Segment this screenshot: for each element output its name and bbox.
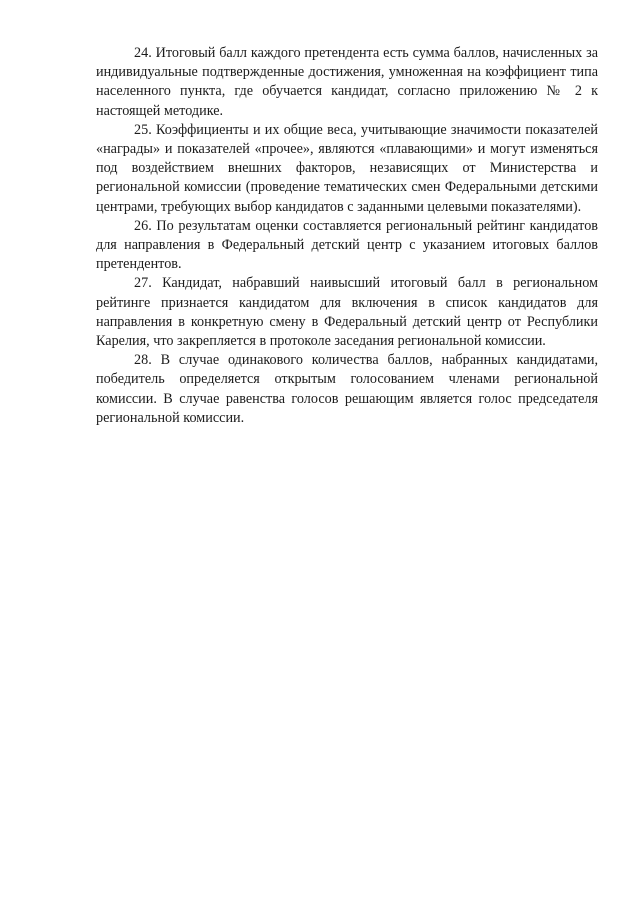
paragraph-26: 26. По результатам оценки составляется региональный рейтинг кандидатов для направления в Федеральный детский центр с указанием итоговых баллов претендентов. <box>96 217 598 273</box>
paragraph-28: 28. В случае одинакового количества баллов, набранных кандидатами, победитель определяется открытым голосованием членами региональной комиссии. В случае равенства голосов решающим является голос председателя региональной комиссии. <box>96 352 598 426</box>
document-body <box>96 44 598 428</box>
paragraph-27: 27. Кандидат, набравший наивысший итоговый балл в региональном рейтинге признается кандидатом для включения в список кандидатов для направления в конкретную смену в Федеральный детский центр от Республики Карелия, что закрепляется в протоколе заседания региональной комиссии. <box>96 275 598 350</box>
paragraph-25: 25. Коэффициенты и их общие веса, учитывающие значимости показателей «награды» и показателей «прочее», являются «плавающими» и могут изменяться под воздействием внешних факторов, независящих от Министерства и региональной комиссии (проведение тематических смен Федеральными детскими центрами, требующих выбор кандидатов с заданными целевыми показателями). <box>96 121 598 215</box>
paragraph-24: 24. Итоговый балл каждого претендента есть сумма баллов, начисленных за индивидуальные подтвержденные достижения, умноженная на коэффициент типа населенного пункта, где обучается кандидат, согласно приложению № 2 к настоящей методике. <box>96 45 598 119</box>
